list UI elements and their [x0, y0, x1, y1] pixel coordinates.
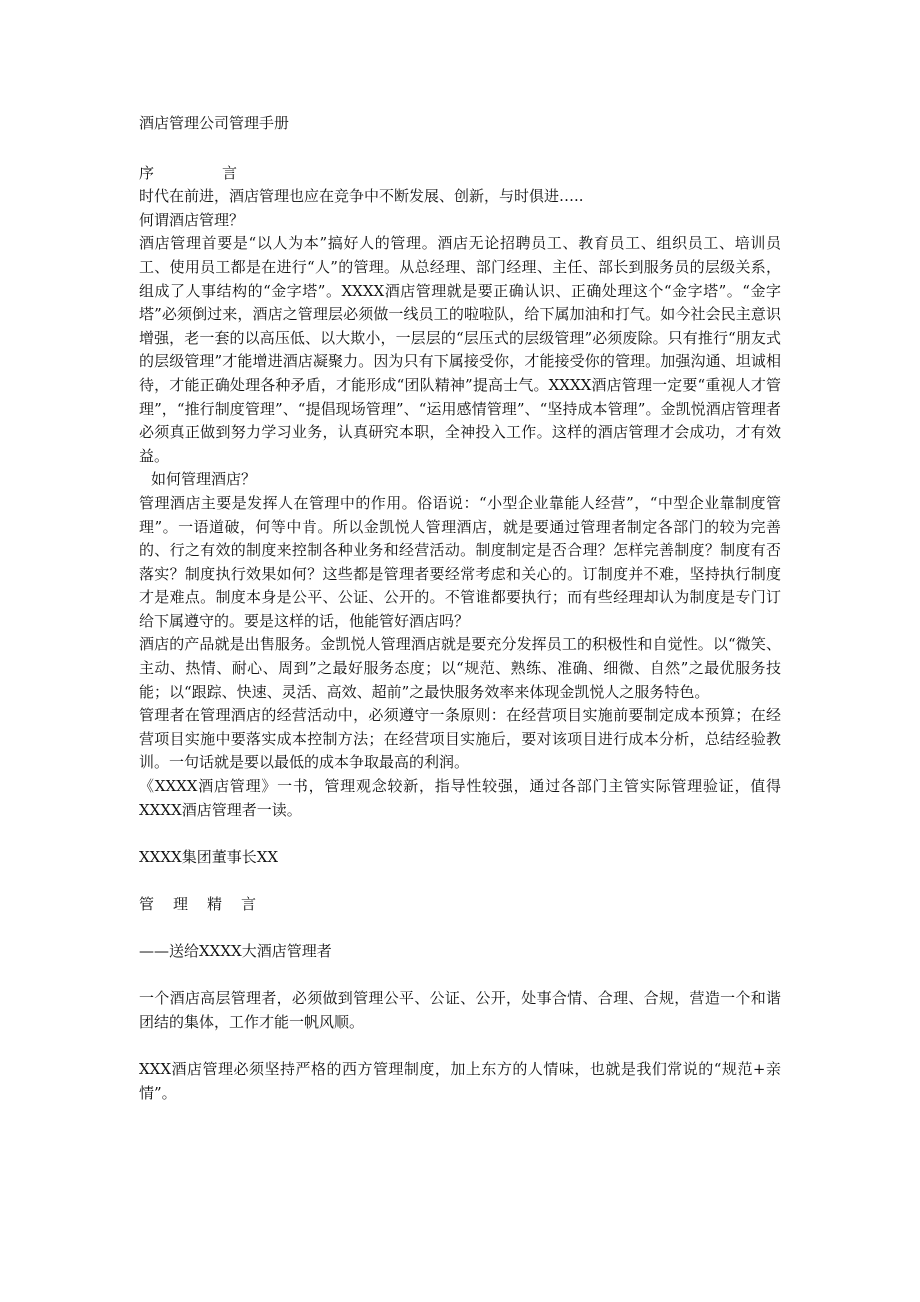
motto-char-1: 管 — [139, 895, 155, 913]
motto-heading — [139, 893, 781, 917]
preface-char-1: 序 — [139, 163, 155, 182]
dedication-line: ——送给XXXX大酒店管理者 — [139, 942, 332, 961]
motto-char-4: 言 — [241, 895, 257, 913]
motto-paragraph-2: XXX酒店管理必须坚持严格的西方管理制度，加上东方的人情味，也就是我们常说的“规范+亲情”。 — [139, 1060, 781, 1102]
paragraph-people-management: 酒店管理首要是“以人为本”搞好人的管理。酒店无论招聘员工、教育员工、组织员工、培训员工、使用员工都是在进行“人”的管理。从总经理、部门经理、主任、部长到服务员的层级关系，组成了人事结构的“金字塔”。XXXX酒店管理就是要正确认识、正确处理这个“金字塔”。“金字塔”必须倒过来，酒店之管理层必须做一线员工的啦啦队，给下属加油和打气。如今社会民主意识增强，老一套的以高压低、以大欺小，一层层的“层压式的层级管理”必须废除。只有推行“朋友式的层级管理”才能增进酒店凝聚力。因为只有下属接受你，才能接受你的管理。加强沟通、坦诚相待，才能正确处理各种矛盾，才能形成“团队精神”提高士气。XXXX酒店管理一定要“重视人才管理”，“推行制度管理”、“提倡现场管理”、“运用感情管理”、“坚持成本管理”。金凯悦酒店管理者必须真正做到努力学习业务，认真研究本职，全神投入工作。这样的酒店管理才会成功，才有效益。 — [139, 234, 781, 465]
intro-line: 时代在前进，酒店管理也应在竞争中不断发展、创新，与时俱进….. — [139, 187, 584, 206]
preface-char-2: 言 — [222, 163, 238, 182]
motto-paragraph-1: 一个酒店高层管理者，必须做到管理公平、公证、公开，处事合情、合理、合规，营造一个和谐团结的集体，工作才能一帆风顺。 — [139, 989, 781, 1031]
paragraph-system-management: 管理酒店主要是发挥人在管理中的作用。俗语说：“小型企业靠能人经营”，“中型企业靠制度管理”。一语道破，何等中肯。所以金凯悦人管理酒店，就是要通过管理者制定各部门的较为完善的、行之有效的制度来控制各种业务和经营活动。制度制定是否合理？怎样完善制度？制度有否落实？制度执行效果如何？这些都是管理者要经常考虑和关心的。订制度并不难，坚持执行制度才是难点。制度本身是公平、公证、公开的。不管谁都要执行；而有些经理却认为制度是专门订给下属遵守的。要是这样的话，他能管好酒店吗？ — [139, 493, 781, 630]
motto-char-2: 理 — [173, 895, 189, 913]
paragraph-book-recommendation: 《XXXX酒店管理》一书，管理观念较新，指导性较强，通过各部门主管实际管理验证，值得XXXX酒店管理者一读。 — [139, 777, 781, 819]
signature: XXXX集团董事长XX — [139, 847, 279, 866]
question-how-to-manage: 如何管理酒店？ — [151, 470, 257, 489]
motto-char-3: 精 — [207, 895, 223, 913]
paragraph-cost-principle: 管理者在管理酒店的经营活动中，必须遵守一条原则：在经营项目实施前要制定成本预算；在经营项目实施中要落实成本控制方法；在经营项目实施后，要对该项目进行成本分析，总结经验教训。一句话就是要以最低的成本争取最高的利润。 — [139, 706, 781, 772]
document-title: 酒店管理公司管理手册 — [139, 114, 290, 132]
document-page — [139, 112, 781, 1105]
paragraph-service-product: 酒店的产品就是出售服务。金凯悦人管理酒店就是要充分发挥员工的积极性和自觉性。以“微笑、主动、热情、耐心、周到”之最好服务态度；以“规范、熟练、准确、细微、自然”之最优服务技能；以“跟踪、快速、灵活、高效、超前”之最快服务效率来体现金凯悦人之服务特色。 — [139, 635, 781, 701]
question-what-is-management: 何谓酒店管理？ — [139, 210, 245, 229]
preface-heading — [139, 162, 781, 186]
